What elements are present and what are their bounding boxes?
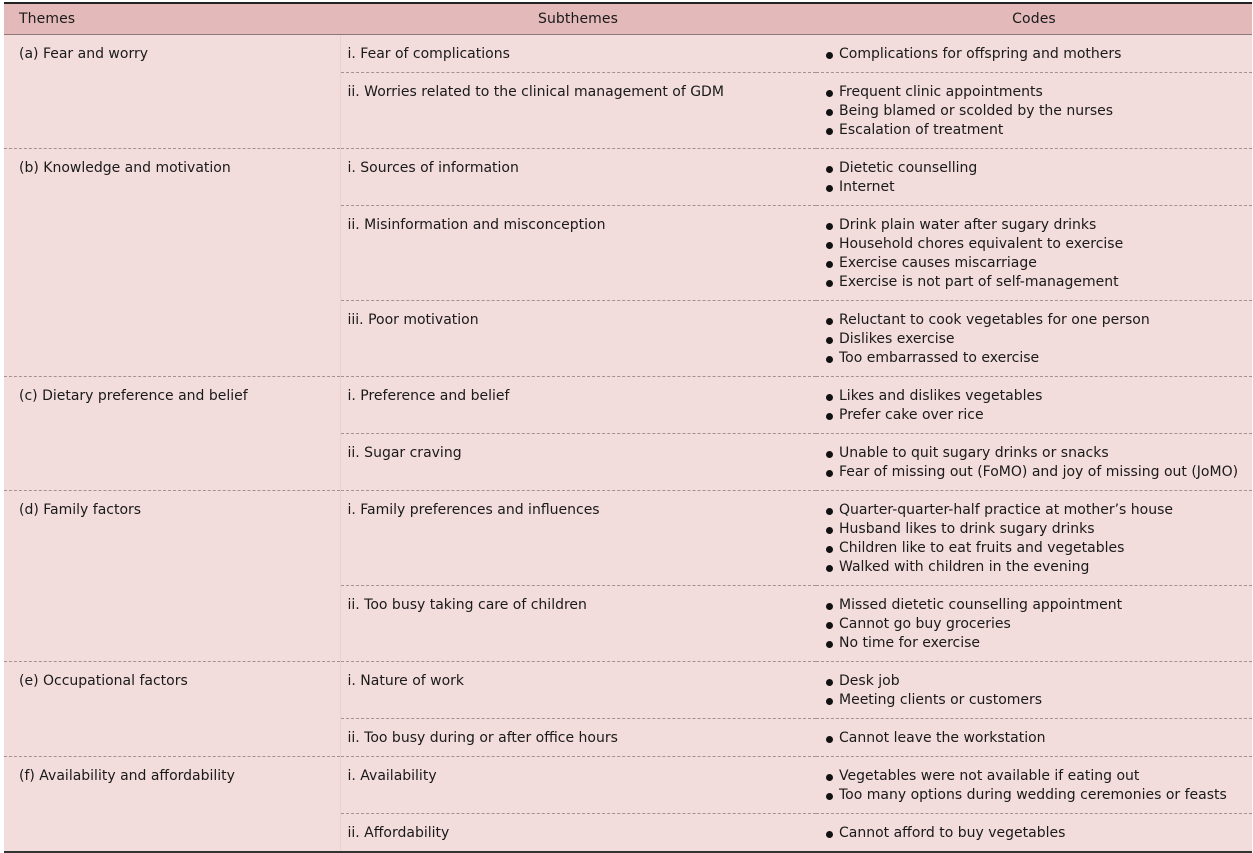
codes-cell (816, 662, 1252, 719)
table-row (4, 35, 1252, 73)
theme-cell: (f) Availability and affordability (4, 757, 340, 853)
code-list-item (822, 767, 1252, 786)
bullet-icon (826, 223, 833, 230)
subtheme-cell: i. Availability (340, 757, 816, 814)
subtheme-cell: i. Nature of work (340, 662, 816, 719)
subtheme-cell: ii. Too busy during or after office hours (340, 719, 816, 757)
bullet-icon (826, 679, 833, 686)
code-text: Household chores equivalent to exercise (839, 236, 1124, 252)
code-text: Children like to eat fruits and vegetables (839, 540, 1125, 556)
code-text: Walked with children in the evening (839, 559, 1090, 575)
code-list-item (822, 349, 1252, 368)
code-text: Missed dietetic counselling appointment (839, 597, 1123, 613)
bullet-icon (826, 603, 833, 610)
table-row (4, 757, 1252, 814)
codes-cell (816, 814, 1252, 853)
theme-cell: (d) Family factors (4, 491, 340, 662)
code-list-item (822, 159, 1252, 178)
table-body (4, 35, 1252, 853)
bullet-icon (826, 280, 833, 287)
theme-cell: (e) Occupational factors (4, 662, 340, 757)
code-list-item (822, 634, 1252, 653)
code-list-item (822, 596, 1252, 615)
bullet-icon (826, 451, 833, 458)
code-text: Complications for offspring and mothers (839, 46, 1122, 62)
header-subthemes: Subthemes (340, 3, 816, 35)
code-list (822, 767, 1252, 805)
code-list (822, 501, 1252, 577)
subtheme-cell: ii. Sugar craving (340, 434, 816, 491)
code-text: Being blamed or scolded by the nurses (839, 103, 1114, 119)
code-text: Husband likes to drink sugary drinks (839, 521, 1095, 537)
code-text: Drink plain water after sugary drinks (839, 217, 1097, 233)
theme-cell: (b) Knowledge and motivation (4, 149, 340, 377)
themes-table (4, 2, 1252, 853)
code-text: Unable to quit sugary drinks or snacks (839, 445, 1109, 461)
table-header (4, 3, 1252, 35)
code-text: Dislikes exercise (839, 331, 955, 347)
code-text: Cannot go buy groceries (839, 616, 1011, 632)
code-list-item (822, 216, 1252, 235)
code-list (822, 83, 1252, 140)
code-list-item (822, 254, 1252, 273)
bullet-icon (826, 166, 833, 173)
theme-cell: (c) Dietary preference and belief (4, 377, 340, 491)
code-text: No time for exercise (839, 635, 981, 651)
codes-cell (816, 206, 1252, 301)
table-row (4, 149, 1252, 206)
bullet-icon (826, 52, 833, 59)
code-text: Frequent clinic appointments (839, 84, 1043, 100)
bullet-icon (826, 318, 833, 325)
code-list-item (822, 539, 1252, 558)
code-text: Exercise causes miscarriage (839, 255, 1037, 271)
code-text: Prefer cake over rice (839, 407, 984, 423)
code-text: Cannot afford to buy vegetables (839, 825, 1066, 841)
header-themes: Themes (4, 3, 340, 35)
code-text: Reluctant to cook vegetables for one person (839, 312, 1150, 328)
bullet-icon (826, 185, 833, 192)
code-list (822, 216, 1252, 292)
code-list-item (822, 311, 1252, 330)
themes-table-container (4, 2, 1252, 853)
code-list-item (822, 387, 1252, 406)
bullet-icon (826, 774, 833, 781)
code-list-item (822, 102, 1252, 121)
code-text: Vegetables were not available if eating out (839, 768, 1140, 784)
code-list-item (822, 520, 1252, 539)
code-text: Likes and dislikes vegetables (839, 388, 1043, 404)
header-row (4, 3, 1252, 35)
code-list-item (822, 786, 1252, 805)
bullet-icon (826, 622, 833, 629)
theme-cell: (a) Fear and worry (19, 46, 148, 62)
bullet-icon (826, 242, 833, 249)
code-list (822, 311, 1252, 368)
codes-cell (816, 377, 1252, 434)
code-text: Desk job (839, 673, 900, 689)
bullet-icon (826, 337, 833, 344)
code-text: Too many options during wedding ceremonies or feasts (839, 787, 1227, 803)
bullet-icon (826, 546, 833, 553)
subtheme-cell: ii. Too busy taking care of children (340, 586, 816, 662)
code-list-item (822, 558, 1252, 577)
code-list-item (822, 83, 1252, 102)
code-list-item (822, 235, 1252, 254)
subtheme-cell: i. Sources of information (340, 149, 816, 206)
code-text: Exercise is not part of self-management (839, 274, 1119, 290)
code-list (822, 45, 1252, 64)
code-list-item (822, 824, 1252, 843)
bullet-icon (826, 527, 833, 534)
table-row (4, 377, 1252, 434)
bullet-icon (826, 261, 833, 268)
code-list (822, 387, 1252, 425)
code-text: Too embarrassed to exercise (839, 350, 1040, 366)
subtheme-cell: ii. Worries related to the clinical management of GDM (340, 73, 816, 149)
bullet-icon (826, 109, 833, 116)
bullet-icon (826, 128, 833, 135)
table-row (4, 491, 1252, 586)
bullet-icon (826, 508, 833, 515)
code-text: Meeting clients or customers (839, 692, 1043, 708)
code-list (822, 159, 1252, 197)
code-list (822, 596, 1252, 653)
codes-cell (816, 149, 1252, 206)
bullet-icon (826, 793, 833, 800)
code-text: Cannot leave the workstation (839, 730, 1046, 746)
bullet-icon (826, 394, 833, 401)
code-text: Quarter-quarter-half practice at mother’s house (839, 502, 1173, 518)
code-list-item (822, 615, 1252, 634)
code-list-item (822, 45, 1252, 64)
codes-cell (816, 757, 1252, 814)
code-list-item (822, 672, 1252, 691)
subtheme-cell: i. Preference and belief (340, 377, 816, 434)
subtheme-cell: ii. Misinformation and misconception (340, 206, 816, 301)
code-text: Dietetic counselling (839, 160, 978, 176)
code-list-item (822, 273, 1252, 292)
bullet-icon (826, 736, 833, 743)
codes-cell (816, 586, 1252, 662)
code-list-item (822, 691, 1252, 710)
code-list-item (822, 121, 1252, 140)
bullet-icon (826, 90, 833, 97)
bullet-icon (826, 641, 833, 648)
subtheme-cell: iii. Poor motivation (340, 301, 816, 377)
bullet-icon (826, 413, 833, 420)
table-row (4, 662, 1252, 719)
code-text: Escalation of treatment (839, 122, 1004, 138)
bullet-icon (826, 698, 833, 705)
codes-cell (816, 491, 1252, 586)
bullet-icon (826, 831, 833, 838)
code-text: Fear of missing out (FoMO) and joy of missing out (JoMO) (839, 464, 1239, 480)
code-list-item (822, 330, 1252, 349)
code-list-item (822, 729, 1252, 748)
codes-cell (816, 35, 1252, 73)
bullet-icon (826, 565, 833, 572)
code-list-item (822, 406, 1252, 425)
subtheme-cell: i. Fear of complications (340, 35, 816, 73)
code-list-item (822, 463, 1252, 482)
code-list (822, 729, 1252, 748)
bullet-icon (826, 356, 833, 363)
subtheme-cell: i. Family preferences and influences (340, 491, 816, 586)
codes-cell (816, 434, 1252, 491)
codes-cell (816, 73, 1252, 149)
code-list-item (822, 178, 1252, 197)
code-text: Internet (839, 179, 895, 195)
header-codes: Codes (816, 3, 1252, 35)
code-list (822, 672, 1252, 710)
code-list (822, 824, 1252, 843)
codes-cell (816, 301, 1252, 377)
bullet-icon (826, 470, 833, 477)
code-list-item (822, 501, 1252, 520)
codes-cell (816, 719, 1252, 757)
code-list-item (822, 444, 1252, 463)
subtheme-cell: ii. Affordability (340, 814, 816, 853)
code-list (822, 444, 1252, 482)
